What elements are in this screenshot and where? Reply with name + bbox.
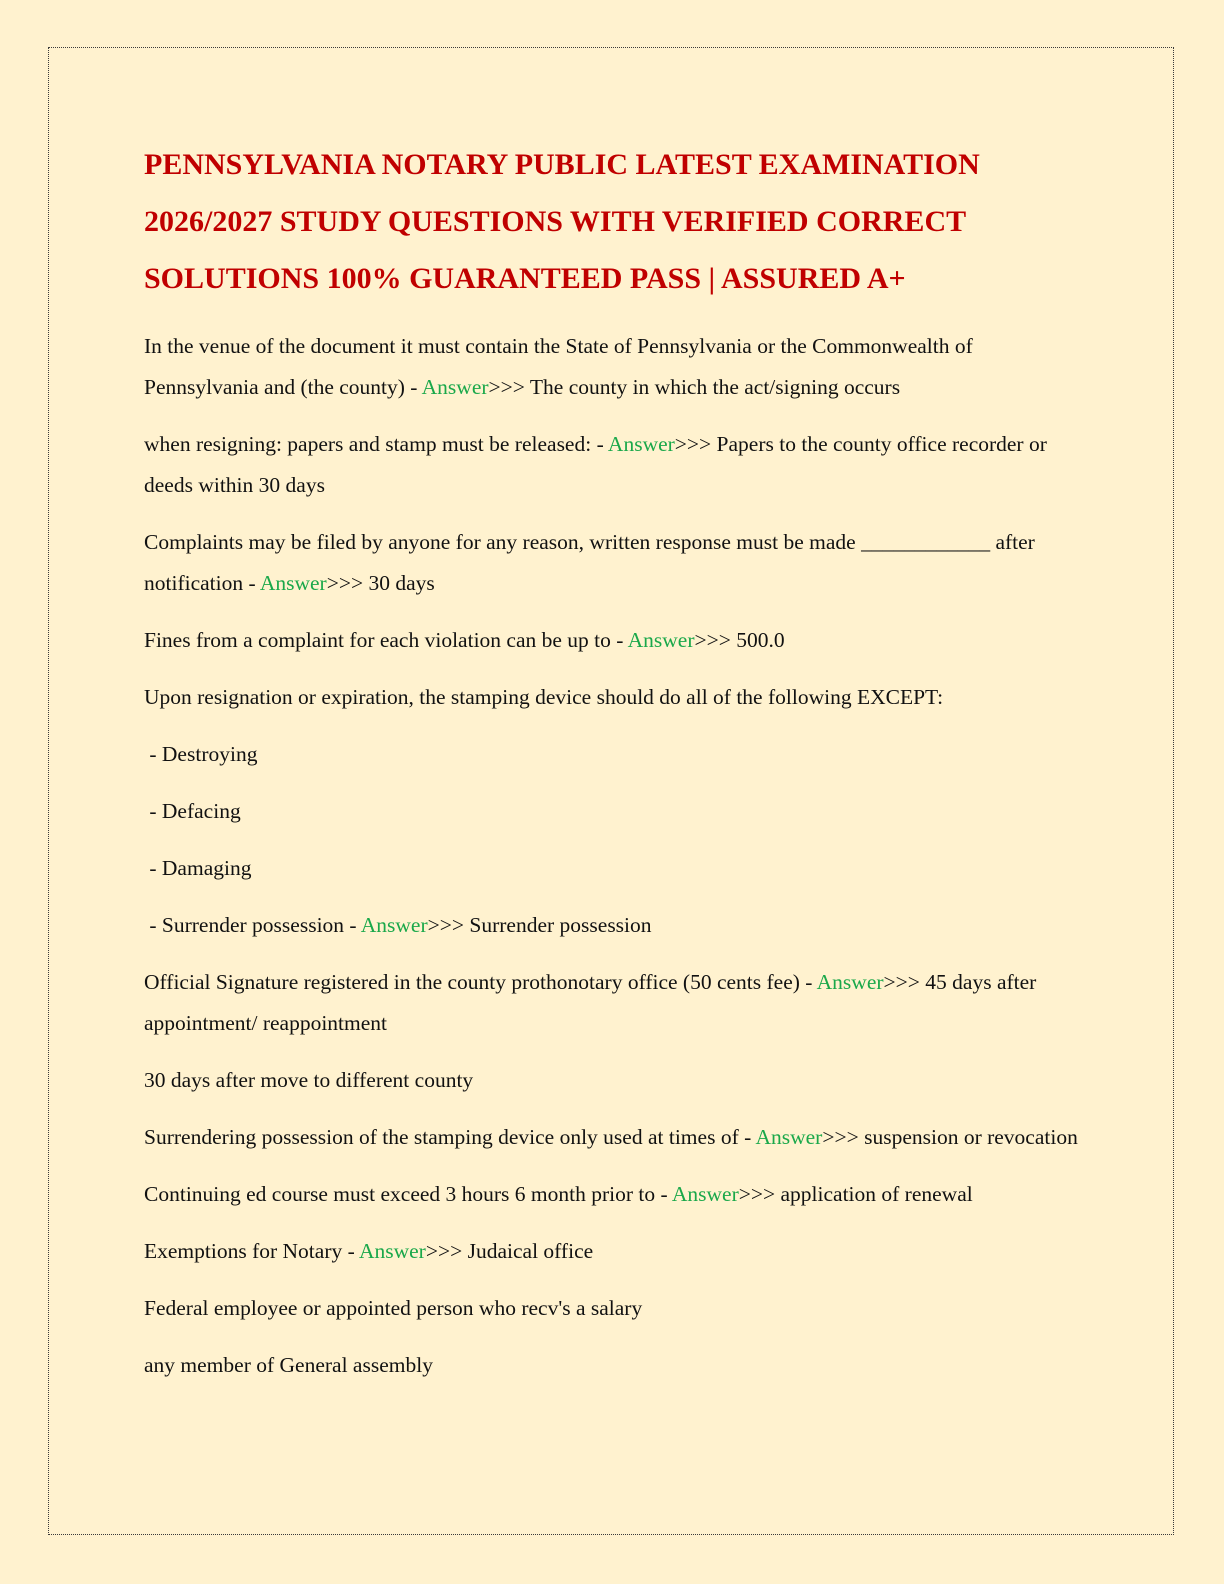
- answer-text: >>> 45 days after appointment/ reappointment: [144, 970, 1037, 1035]
- question-text: Surrendering possession of the stamping device only used at times of -: [144, 1125, 756, 1149]
- question-text: any member of General assembly: [144, 1353, 433, 1377]
- question-text: Complaints may be filed by anyone for any reason, written response must be made ____________ after notification -: [144, 530, 1041, 595]
- answer-text: >>> 30 days: [326, 571, 435, 595]
- qa-list: [144, 326, 1084, 1386]
- answer-label: Answer: [671, 1182, 739, 1206]
- qa-item: [144, 1345, 1084, 1386]
- qa-item: [144, 1231, 1084, 1272]
- qa-item: [144, 791, 1084, 832]
- question-text: Continuing ed course must exceed 3 hours 6 month prior to -: [144, 1182, 672, 1206]
- qa-item: [144, 962, 1084, 1044]
- qa-item: [144, 326, 1084, 408]
- question-text: - Damaging: [144, 856, 252, 880]
- qa-item: [144, 522, 1084, 604]
- answer-text: >>> Surrender possession: [427, 913, 652, 937]
- qa-item: [144, 905, 1084, 946]
- answer-label: Answer: [816, 970, 884, 994]
- question-text: Exemptions for Notary -: [144, 1239, 359, 1263]
- question-text: - Defacing: [144, 799, 241, 823]
- question-text: - Destroying: [144, 742, 258, 766]
- answer-text: >>> Judaical office: [425, 1239, 594, 1263]
- answer-label: Answer: [358, 1239, 426, 1263]
- answer-label: Answer: [755, 1125, 823, 1149]
- qa-item: [144, 1288, 1084, 1329]
- answer-text: >>> The county in which the act/signing occurs: [488, 375, 901, 399]
- answer-label: Answer: [607, 432, 675, 456]
- question-text: In the venue of the document it must contain the State of Pennsylvania or the Commonwealth of Pennsylvania and (the county) -: [144, 334, 979, 399]
- answer-label: Answer: [421, 375, 489, 399]
- answer-label: Answer: [259, 571, 327, 595]
- qa-item: [144, 677, 1084, 718]
- qa-item: [144, 734, 1084, 775]
- qa-item: [144, 848, 1084, 889]
- question-text: Upon resignation or expiration, the stamping device should do all of the following EXCEPT:: [144, 685, 944, 709]
- qa-item: [144, 620, 1084, 661]
- answer-label: Answer: [360, 913, 428, 937]
- question-text: Fines from a complaint for each violation can be up to -: [144, 628, 628, 652]
- question-text: Federal employee or appointed person who recv's a salary: [144, 1296, 643, 1320]
- document-title: PENNSYLVANIA NOTARY PUBLIC LATEST EXAMINATION 2026/2027 STUDY QUESTIONS WITH VERIFIED CORRECT SOLUTIONS 100% GUARANTEED PASS | ASSURED A+: [144, 148, 980, 295]
- answer-text: >>> application of renewal: [738, 1182, 973, 1206]
- qa-item: [144, 1117, 1084, 1158]
- answer-text: >>> 500.0: [694, 628, 785, 652]
- question-text: 30 days after move to different county: [144, 1068, 474, 1092]
- answer-text: >>> Papers to the county office recorder or deeds within 30 days: [144, 432, 1047, 497]
- question-text: Official Signature registered in the county prothonotary office (50 cents fee) -: [144, 970, 817, 994]
- answer-label: Answer: [627, 628, 695, 652]
- qa-item: [144, 1174, 1084, 1215]
- answer-text: >>> suspension or revocation: [822, 1125, 1078, 1149]
- qa-item: [144, 1060, 1084, 1101]
- document-content: [144, 136, 1084, 1402]
- question-text: - Surrender possession -: [144, 913, 361, 937]
- question-text: when resigning: papers and stamp must be released: -: [144, 432, 608, 456]
- qa-item: [144, 424, 1084, 506]
